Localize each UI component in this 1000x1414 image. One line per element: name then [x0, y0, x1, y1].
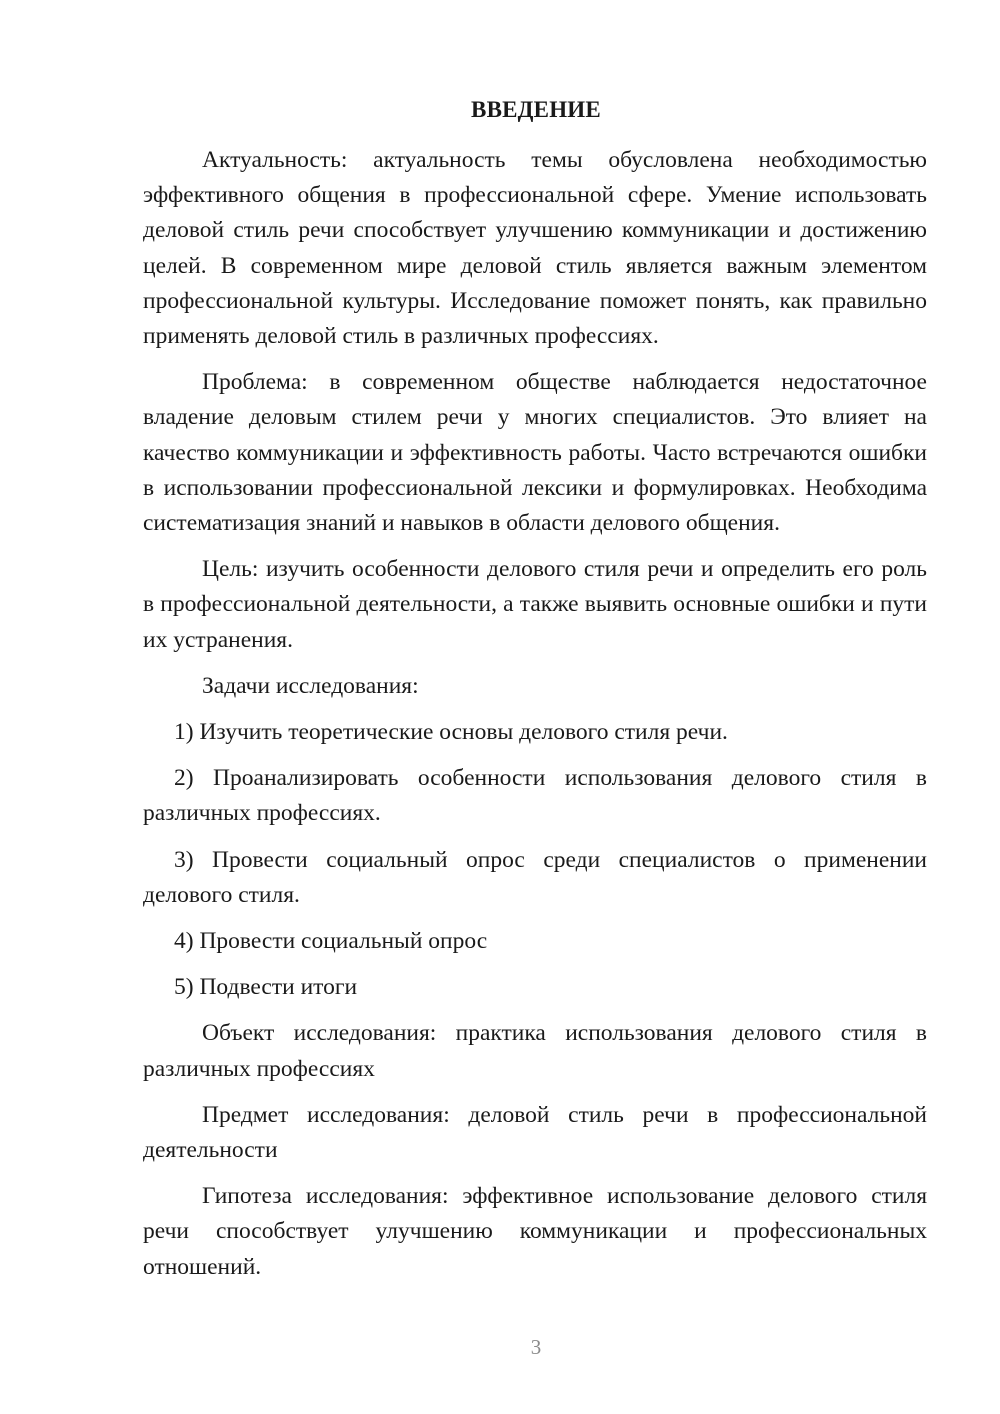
document-body — [143, 143, 927, 1285]
task-item-1: 1) Изучить теоретические основы делового стиля речи. — [174, 719, 728, 746]
task-item-3: 3) Провести социальный опрос среди специалистов о применении делового стиля. — [143, 846, 927, 908]
task-item-2: 2) Проанализировать особенности использования делового стиля в различных профессиях. — [143, 765, 927, 827]
page-title: ВВЕДЕНИЕ — [471, 97, 601, 122]
paragraph-object: Объект исследования: практика использования делового стиля в различных профессиях — [143, 1020, 927, 1082]
page-number: 3 — [530, 1335, 542, 1359]
paragraph-problem: Проблема: в современном обществе наблюдается недостаточное владение деловым стилем речи у многих специалистов. Это влияет на качество коммуникации и эффективность работы. Часто встречаются ошибки в использовании профессиональной лексики и формулировках. Необходима систематизация знаний и навыков в области делового общения. — [143, 369, 927, 537]
paragraph-relevance: Актуальность: актуальность темы обусловлена необходимостью эффективного общения в профессиональной сфере. Умение использовать деловой стиль речи способствует улучшению коммуникации и достижению целей. В современном мире деловой стиль является важным элементом профессиональной культуры. Исследование поможет понять, как правильно применять деловой стиль в различных профессиях. — [143, 147, 927, 350]
paragraph-hypothesis: Гипотеза исследования: эффективное использование делового стиля речи способствует улучшению коммуникации и профессиональных отношений. — [143, 1183, 927, 1280]
paragraph-goal: Цель: изучить особенности делового стиля речи и определить его роль в профессиональной деятельности, а также выявить основные ошибки и пути их устранения. — [143, 556, 927, 653]
task-item-4: 4) Провести социальный опрос — [174, 928, 488, 955]
paragraph-subject: Предмет исследования: деловой стиль речи в профессиональной деятельности — [143, 1101, 927, 1164]
task-item-5: 5) Подвести итоги — [174, 974, 358, 1001]
paragraph-tasks-heading: Задачи исследования: — [202, 672, 419, 699]
